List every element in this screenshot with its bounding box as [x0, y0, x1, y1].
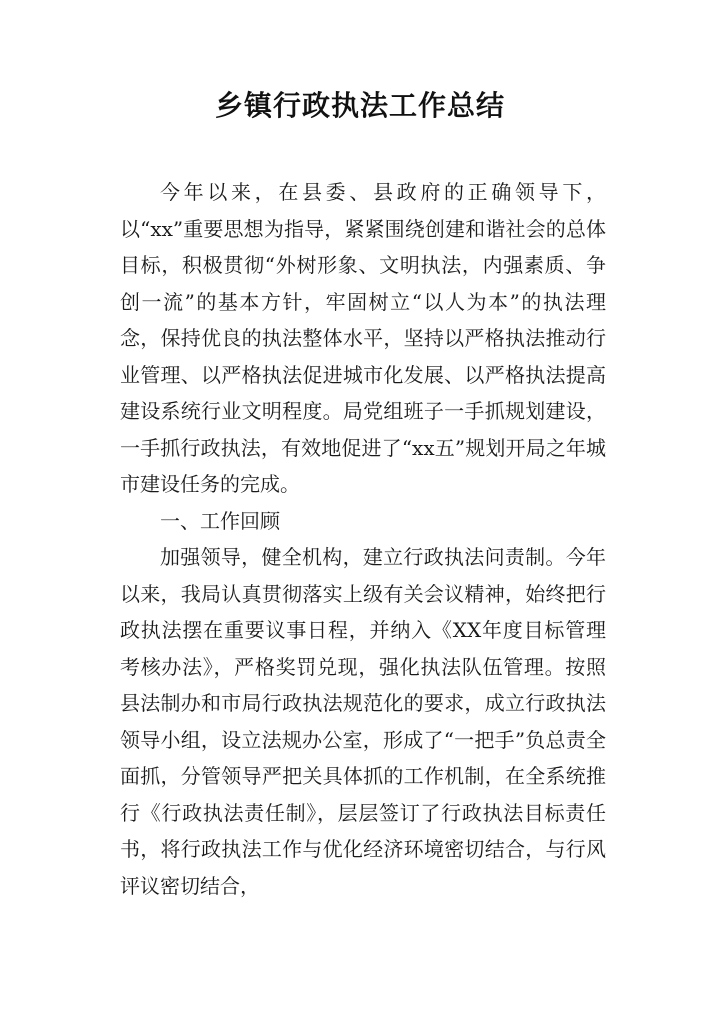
intro-paragraph: 今年以来，在县委、县政府的正确领导下，以“xx”重要思想为指导，紧紧围绕创建和谐社会的总体目标，积极贯彻“外树形象、文明执法，内强素质、争创一流”的基本方针，牢固树立“以人为本”的执法理念，保持优良的执法整体水平，坚持以严格执法推动行业管理、以严格执法促进城市化发展、以严格执法提高建设系统行业文明程度。局党组班子一手抓规划建设，一手抓行政执法，有效地促进了“xx五”规划开局之年城市建设任务的完成。 [120, 180, 606, 496]
body-paragraph: 加强领导，健全机构，建立行政执法问责制。今年以来，我局认真贯彻落实上级有关会议精神，始终把行政执法摆在重要议事日程，并纳入《XX年度目标管理考核办法》，严格奖罚兑现，强化执法队伍管理。按照县法制办和市局行政执法规范化的要求，成立行政执法领导小组，设立法规办公室，形成了“一把手”负总责全面抓，分管领导严把关具体抓的工作机制，在全系统推行《行政执法责任制》，层层签订了行政执法目标责任书，将行政执法工作与优化经济环境密切结合，与行风评议密切结合， [120, 545, 606, 898]
document-title: 乡镇行政执法工作总结 [214, 89, 505, 122]
document-body [120, 174, 606, 904]
section-heading: 一、工作回顾 [160, 508, 280, 533]
